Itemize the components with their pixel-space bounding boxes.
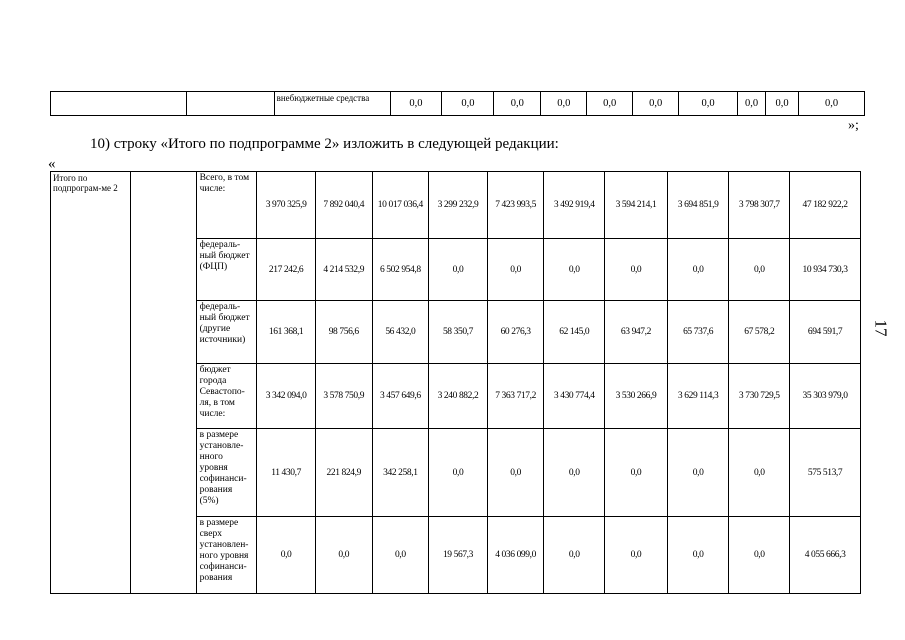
value-cell: 63 947,2	[605, 301, 668, 364]
table-row	[51, 92, 865, 116]
value-cell: 3 492 919,4	[544, 172, 605, 239]
value-cell: 3 594 214,1	[605, 172, 668, 239]
value-cell: 56 432,0	[372, 301, 429, 364]
closing-quote: »;	[848, 118, 859, 133]
program-label: Итого по подпрограм-ме 2	[51, 172, 131, 594]
value-cell: 10 934 730,3	[790, 239, 861, 301]
value-cell: 575 513,7	[790, 429, 861, 517]
value-cell: 6 502 954,8	[372, 239, 429, 301]
value-cell: 0,0	[494, 92, 541, 116]
value-cell: 35 303 979,0	[790, 364, 861, 429]
opening-quote: «	[48, 156, 56, 172]
value-cell: 0,0	[429, 429, 488, 517]
value-cell: 3 730 729,5	[729, 364, 790, 429]
value-cell: 0,0	[738, 92, 766, 116]
value-cell: 217 242,6	[257, 239, 316, 301]
value-cell: 98 756,6	[315, 301, 372, 364]
row-label: федераль-ный бюджет (ФЦП)	[196, 239, 257, 301]
value-cell: 0,0	[605, 239, 668, 301]
row-label: внебюджетные средства	[274, 92, 390, 116]
value-cell: 7 423 993,5	[487, 172, 544, 239]
value-cell: 11 430,7	[257, 429, 316, 517]
value-cell: 10 017 036,4	[372, 172, 429, 239]
value-cell: 0,0	[587, 92, 633, 116]
value-cell: 0,0	[667, 429, 729, 517]
value-cell: 47 182 922,2	[790, 172, 861, 239]
row-label: федераль-ный бюджет (другие источники)	[196, 301, 257, 364]
row-label: Всего, в том числе:	[196, 172, 257, 239]
value-cell: 3 798 307,7	[729, 172, 790, 239]
value-cell: 67 578,2	[729, 301, 790, 364]
value-cell: 4 036 099,0	[487, 517, 544, 594]
value-cell: 342 258,1	[372, 429, 429, 517]
value-cell: 0,0	[729, 239, 790, 301]
value-cell: 161 368,1	[257, 301, 316, 364]
value-cell: 62 145,0	[544, 301, 605, 364]
value-cell: 3 342 094,0	[257, 364, 316, 429]
value-cell: 221 824,9	[315, 429, 372, 517]
value-cell: 7 363 717,2	[487, 364, 544, 429]
value-cell: 3 970 325,9	[257, 172, 316, 239]
value-cell: 0,0	[390, 92, 442, 116]
value-cell: 0,0	[429, 239, 488, 301]
previous-table-fragment	[50, 91, 865, 116]
row-label: в размере установле-нного уровня софинанси-рования (5%)	[196, 429, 257, 517]
value-cell: 3 578 750,9	[315, 364, 372, 429]
value-cell: 0,0	[372, 517, 429, 594]
value-cell: 0,0	[729, 429, 790, 517]
value-cell: 0,0	[544, 517, 605, 594]
value-cell: 0,0	[729, 517, 790, 594]
value-cell: 3 629 114,3	[667, 364, 729, 429]
value-cell: 0,0	[633, 92, 679, 116]
row-label: в размере сверх установлен-ного уровня софинанси-рования	[196, 517, 257, 594]
value-cell: 3 530 266,9	[605, 364, 668, 429]
value-cell: 60 276,3	[487, 301, 544, 364]
value-cell: 19 567,3	[429, 517, 488, 594]
value-cell: 0,0	[766, 92, 799, 116]
value-cell: 0,0	[605, 517, 668, 594]
value-cell: 0,0	[541, 92, 587, 116]
table-row	[51, 172, 861, 239]
empty-cell	[51, 92, 187, 116]
value-cell: 0,0	[487, 429, 544, 517]
instruction-text: 10) строку «Итого по подпрограмме 2» изложить в следующей редакции:	[90, 136, 559, 152]
value-cell: 58 350,7	[429, 301, 488, 364]
program-total-table	[50, 171, 861, 594]
value-cell: 0,0	[679, 92, 738, 116]
row-label: бюджет города Севастопо-ля, в том числе:	[196, 364, 257, 429]
value-cell: 3 457 649,6	[372, 364, 429, 429]
value-cell: 0,0	[799, 92, 865, 116]
value-cell: 694 591,7	[790, 301, 861, 364]
value-cell: 0,0	[315, 517, 372, 594]
page-number: 17	[871, 319, 891, 337]
value-cell: 0,0	[544, 429, 605, 517]
value-cell: 4 055 666,3	[790, 517, 861, 594]
value-cell: 0,0	[544, 239, 605, 301]
value-cell: 65 737,6	[667, 301, 729, 364]
value-cell: 3 240 882,2	[429, 364, 488, 429]
empty-cell	[130, 172, 196, 594]
value-cell: 0,0	[442, 92, 494, 116]
value-cell: 0,0	[487, 239, 544, 301]
value-cell: 0,0	[667, 239, 729, 301]
value-cell: 3 299 232,9	[429, 172, 488, 239]
value-cell: 0,0	[605, 429, 668, 517]
empty-cell	[186, 92, 274, 116]
value-cell: 3 694 851,9	[667, 172, 729, 239]
value-cell: 0,0	[257, 517, 316, 594]
value-cell: 3 430 774,4	[544, 364, 605, 429]
value-cell: 0,0	[667, 517, 729, 594]
value-cell: 7 892 040,4	[315, 172, 372, 239]
value-cell: 4 214 532,9	[315, 239, 372, 301]
